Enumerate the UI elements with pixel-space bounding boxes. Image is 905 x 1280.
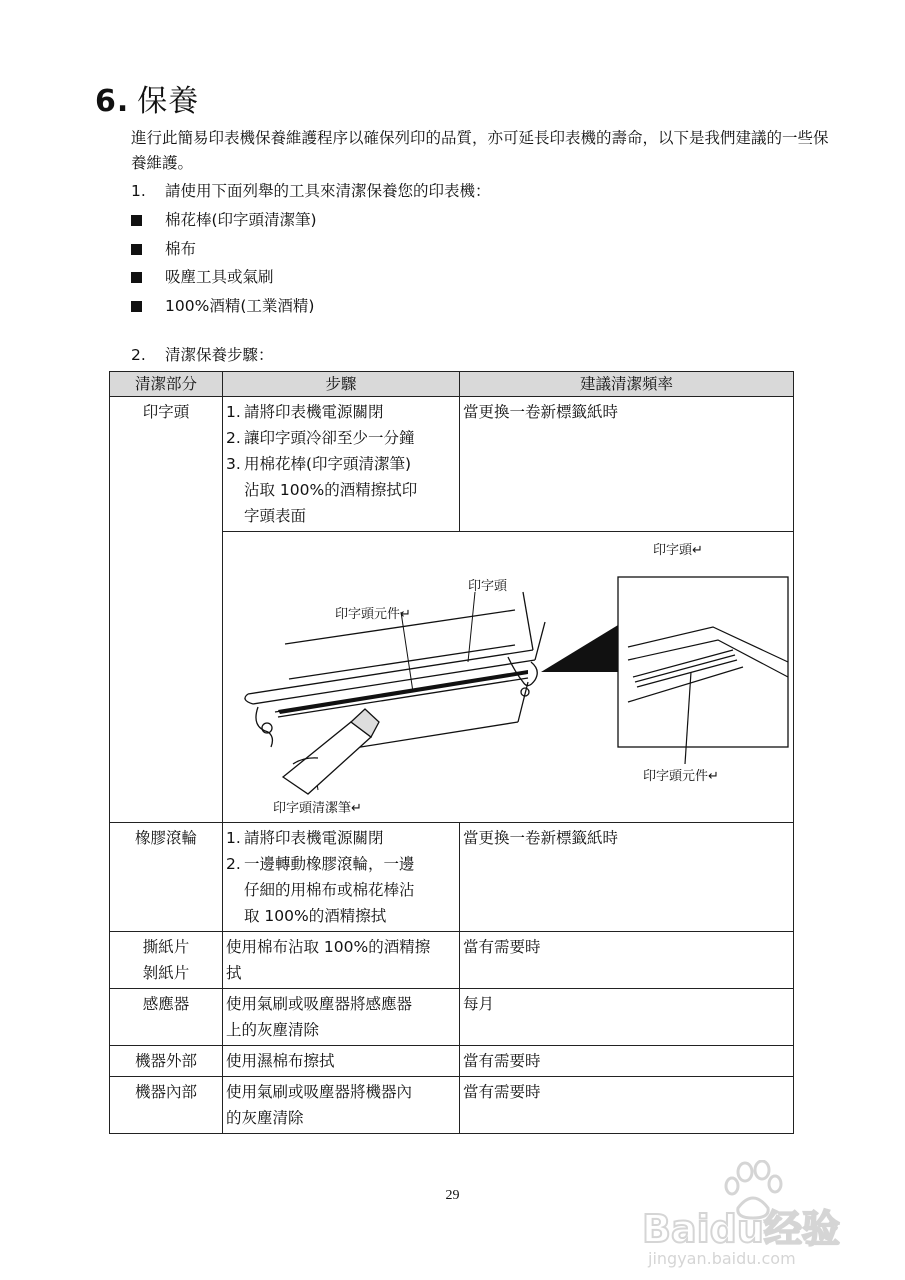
steps-cell: 使用氣刷或吸塵器將機器內 的灰塵清除	[223, 1077, 460, 1134]
step-line: 3. 用棉花棒(印字頭清潔筆)	[226, 455, 412, 473]
steps-cell: 使用棉布沾取 100%的酒精擦 拭	[223, 932, 460, 989]
part-cell: 機器內部	[110, 1077, 223, 1134]
frequency-cell: 當有需要時	[460, 932, 794, 989]
bullet-icon	[131, 244, 142, 255]
step-line-cont: 仔細的用棉布或棉花棒沾	[244, 881, 415, 899]
steps-heading	[131, 344, 274, 366]
label-printhead: 印字頭	[468, 579, 508, 594]
tool-item-label: 100%酒精(工業酒精)	[165, 297, 315, 315]
steps-number: 2.	[131, 346, 146, 364]
table-row	[110, 397, 794, 532]
tool-item	[131, 266, 274, 288]
section-title: 保養	[137, 84, 200, 119]
section-heading	[95, 76, 199, 120]
watermark-url: jingyan.baidu.com	[648, 1249, 796, 1268]
steps-heading-text: 清潔保養步驟：	[165, 346, 274, 364]
bullet-icon	[131, 272, 142, 283]
table-header-row	[110, 372, 794, 397]
watermark-brand: Baidu经验	[642, 1207, 840, 1251]
tools-heading	[131, 180, 491, 202]
page-number: 29	[445, 1188, 460, 1203]
steps-cell	[223, 397, 460, 532]
step-line-cont: 取 100%的酒精擦拭	[244, 907, 387, 925]
frequency-cell: 當更換一卷新標籤紙時	[460, 823, 794, 932]
part-cell: 感應器	[110, 989, 223, 1046]
part-cell: 撕紙片 剝紙片	[110, 932, 223, 989]
table-row	[110, 989, 794, 1046]
bullet-icon	[131, 215, 142, 226]
step-line: 2. 讓印字頭冷卻至少一分鐘	[226, 429, 415, 447]
tools-number: 1.	[131, 182, 146, 200]
label-element: 印字頭元件↵	[335, 607, 411, 622]
tool-item	[131, 238, 196, 260]
baidu-watermark	[640, 1160, 870, 1270]
part-cell	[110, 397, 223, 823]
step-line: 1. 請將印表機電源關閉	[226, 403, 384, 421]
table-row	[110, 1046, 794, 1077]
header-steps: 步驟	[223, 372, 460, 397]
table-row	[110, 823, 794, 932]
header-frequency: 建議清潔頻率	[460, 372, 794, 397]
section-number: 6.	[95, 84, 130, 119]
printhead-cleaning-diagram	[223, 532, 793, 822]
frequency-cell: 每月	[460, 989, 794, 1046]
tool-item	[131, 295, 314, 317]
maintenance-table	[109, 371, 794, 1134]
bullet-icon	[131, 301, 142, 312]
step-line: 1. 請將印表機電源關閉	[226, 829, 384, 847]
detail-inset	[618, 577, 788, 747]
part-cell	[110, 823, 223, 932]
tool-item-label: 棉花棒(印字頭清潔筆)	[165, 211, 317, 229]
frequency-cell: 當有需要時	[460, 1046, 794, 1077]
table-row	[110, 932, 794, 989]
tool-item	[131, 209, 317, 231]
tools-heading-text: 請使用下面列舉的工具來清潔保養您的印表機：	[165, 182, 491, 200]
part-label: 印字頭	[142, 403, 190, 421]
label-printhead-top: 印字頭↵	[653, 543, 703, 558]
intro-paragraph: 進行此簡易印表機保養維護程序以確保列印的品質，亦可延長印表機的壽命，以下是我們建議的一些保養維護。	[131, 129, 829, 172]
tool-item-label: 吸塵工具或氣刷	[165, 268, 274, 286]
tool-item-label: 棉布	[165, 240, 197, 258]
cleaning-pen	[283, 709, 379, 794]
frequency-cell: 當更換一卷新標籤紙時	[460, 397, 794, 532]
printhead-figure-cell	[223, 532, 794, 823]
part-label: 橡膠滾輪	[134, 829, 197, 847]
steps-cell	[223, 823, 460, 932]
label-element-detail: 印字頭元件↵	[643, 769, 719, 784]
part-cell: 機器外部	[110, 1046, 223, 1077]
step-line-cont: 沾取 100%的酒精擦拭印	[244, 481, 418, 499]
table-row	[110, 1077, 794, 1134]
steps-cell: 使用濕棉布擦拭	[223, 1046, 460, 1077]
frequency-cell: 當有需要時	[460, 1077, 794, 1134]
header-part: 清潔部分	[110, 372, 223, 397]
steps-cell: 使用氣刷或吸塵器將感應器 上的灰塵清除	[223, 989, 460, 1046]
step-line-cont: 字頭表面	[244, 507, 307, 525]
label-cleaning-pen: 印字頭清潔筆↵	[273, 801, 362, 816]
step-line: 2. 一邊轉動橡膠滾輪，一邊	[226, 855, 415, 873]
